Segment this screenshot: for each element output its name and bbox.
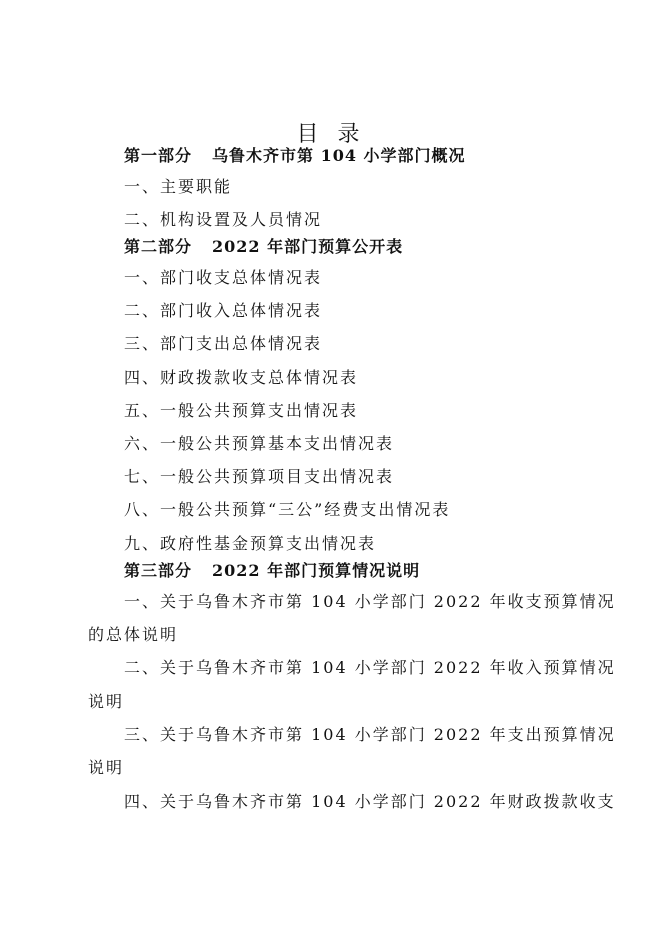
part2-heading [124,236,403,258]
toc-item: 一、主要职能 [124,177,233,196]
part1-title: 乌鲁木齐市第 104 小学部门概况 [212,146,466,165]
toc-paragraph-line: 二、关于乌鲁木齐市第 104 小学部门 2022 年收入预算情况 [124,658,616,677]
part2-title: 2022 年部门预算公开表 [212,237,404,256]
toc-item: 九、政府性基金预算支出情况表 [124,534,377,553]
toc-item: 五、一般公共预算支出情况表 [124,401,359,420]
part3-label: 第三部分 [124,561,193,580]
toc-title: 目 录 [296,122,366,147]
toc-item: 六、一般公共预算基本支出情况表 [124,434,395,453]
toc-paragraph-continuation: 说明 [88,758,125,777]
toc-item: 二、机构设置及人员情况 [124,210,323,229]
toc-item: 四、财政拨款收支总体情况表 [124,368,359,387]
toc-paragraph-line: 一、关于乌鲁木齐市第 104 小学部门 2022 年收支预算情况 [124,592,616,611]
part1-label: 第一部分 [124,146,193,165]
toc-item: 三、部门支出总体情况表 [124,334,323,353]
toc-item: 二、部门收入总体情况表 [124,301,323,320]
toc-item: 八、一般公共预算“三公”经费支出情况表 [124,500,451,519]
toc-item: 一、部门收支总体情况表 [124,268,323,287]
part2-label: 第二部分 [124,237,193,256]
part1-heading [124,145,466,167]
part3-title: 2022 年部门预算情况说明 [212,561,421,580]
toc-paragraph-continuation: 的总体说明 [88,625,179,644]
toc-item: 七、一般公共预算项目支出情况表 [124,467,395,486]
toc-paragraph-continuation: 说明 [88,692,125,711]
toc-paragraph-line: 三、关于乌鲁木齐市第 104 小学部门 2022 年支出预算情况 [124,725,616,744]
part3-heading [124,560,420,582]
toc-paragraph-line: 四、关于乌鲁木齐市第 104 小学部门 2022 年财政拨款收支 [124,792,616,811]
